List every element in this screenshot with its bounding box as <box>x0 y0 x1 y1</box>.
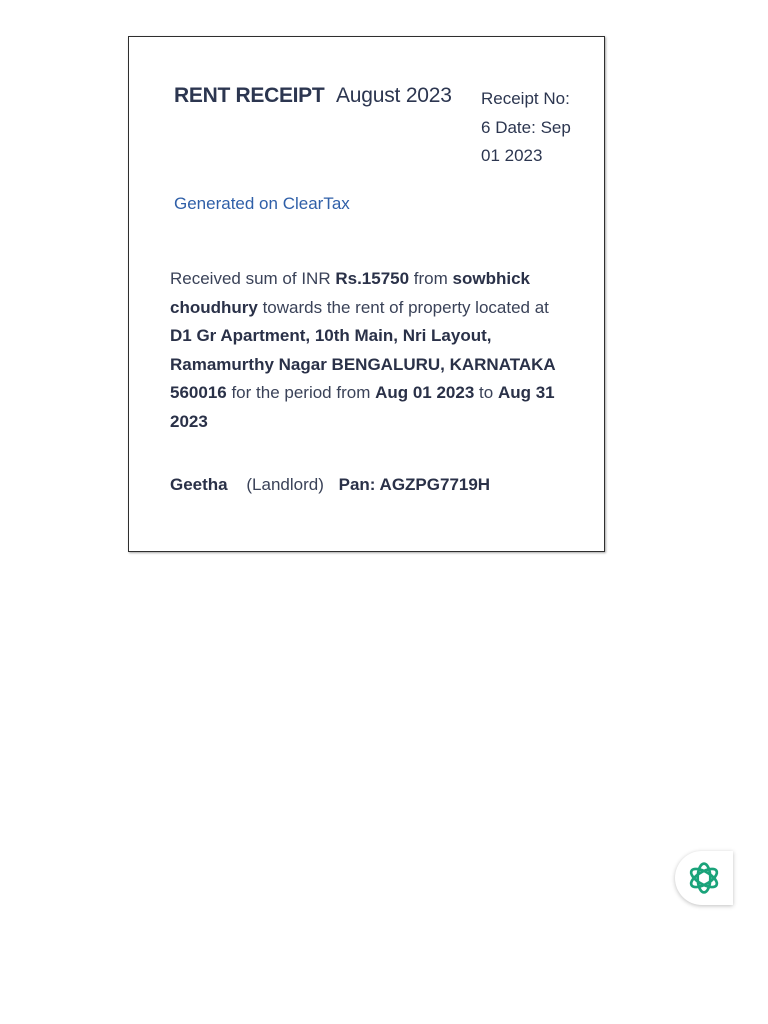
tenant-name: sowbhick choudhury <box>170 269 530 317</box>
ai-assistant-icon <box>686 860 722 896</box>
receipt-body <box>170 265 575 436</box>
body-text-3: towards the rent of property located at <box>257 297 549 317</box>
rent-amount: Rs.15750 <box>335 269 410 288</box>
receipt-title: RENT RECEIPT <box>174 84 325 107</box>
landlord-name: Geetha <box>170 475 228 494</box>
rent-receipt-card <box>128 36 605 552</box>
landlord-role: (Landlord) <box>246 475 324 494</box>
ai-assistant-button[interactable] <box>675 851 733 905</box>
period-to: Aug 31 2023 <box>170 383 555 431</box>
body-text-5: to <box>474 383 498 402</box>
receipt-date: Sep 01 2023 <box>481 117 571 165</box>
body-text-1: Received sum of INR <box>170 269 336 288</box>
body-text-2: from <box>409 269 453 288</box>
receipt-no-label: Receipt No: <box>481 89 570 108</box>
receipt-meta <box>481 85 571 171</box>
property-address: D1 Gr Apartment, 10th Main, Nri Layout, Ramamurthy Nagar BENGALURU, KARNATAKA 560016 <box>170 326 556 402</box>
period-from: Aug 01 2023 <box>375 383 475 402</box>
date-label: Date: <box>495 117 536 137</box>
receipt-no: 6 <box>481 117 491 137</box>
landlord-pan: Pan: AGZPG7719H <box>338 475 491 494</box>
receipt-month: August 2023 <box>336 84 452 107</box>
landlord-signature-line <box>170 475 490 495</box>
generated-on-text: Generated on ClearTax <box>174 194 350 213</box>
body-text-4: for the period from <box>226 383 376 402</box>
